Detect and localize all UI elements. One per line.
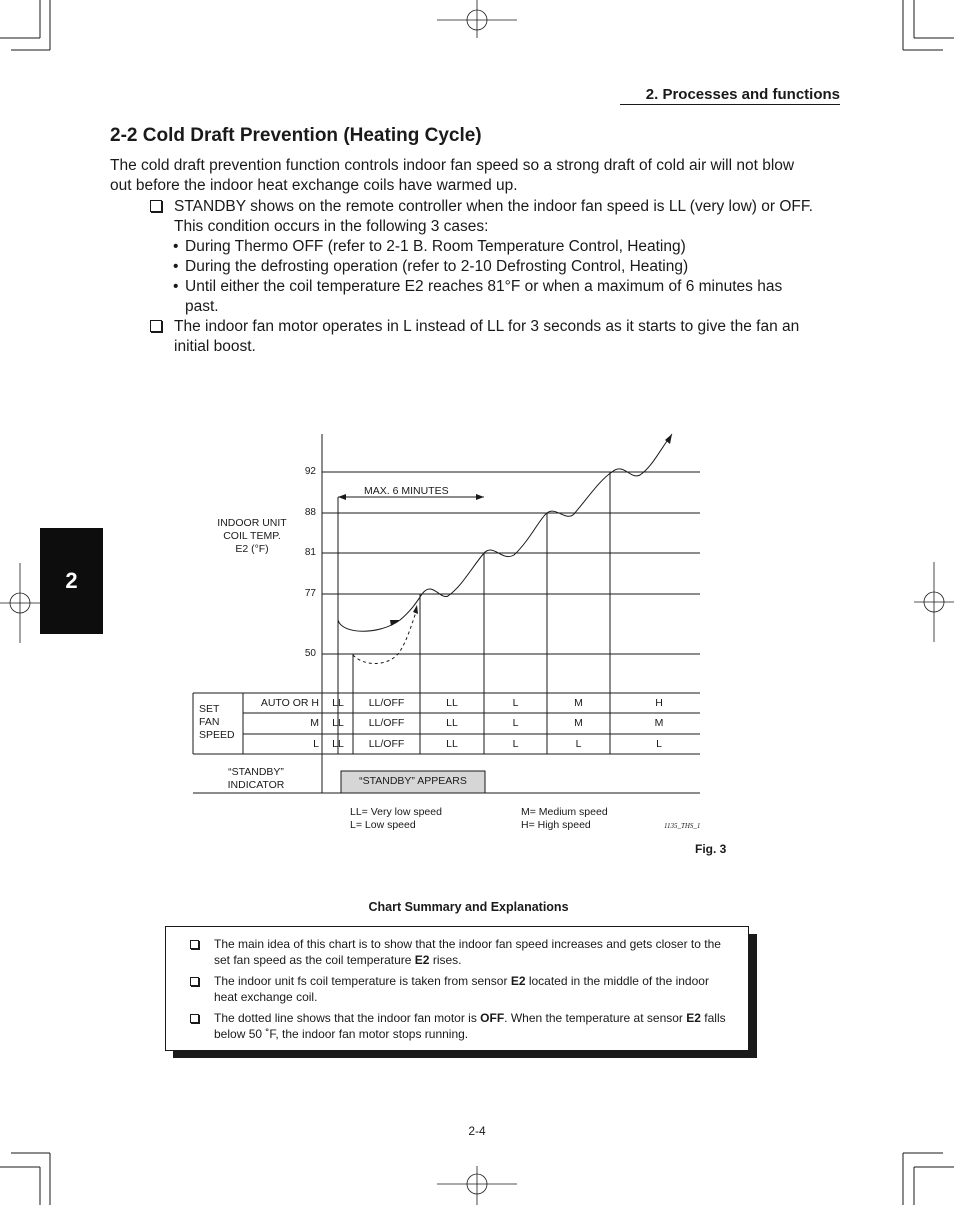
table-cell: L — [512, 717, 519, 729]
checkbox-icon — [190, 977, 199, 986]
bullet-dot-icon: • — [173, 278, 179, 295]
bullet-dot-icon: • — [173, 238, 179, 255]
y-tick: 88 — [304, 507, 316, 518]
standby-appears-label: “STANDBY” APPEARS — [359, 775, 467, 787]
curve-arrow-mid — [390, 620, 400, 626]
sub-bullet: • During Thermo OFF (refer to 2-1 B. Room Temperature Control, Heating) — [173, 238, 686, 255]
table-cell: LL/OFF — [368, 717, 405, 729]
table-cell: LL — [446, 738, 458, 750]
bullet-item: STANDBY shows on the remote controller when the indoor fan speed is LL (very low) or OFF. This condition occurs in the following 3 cases: — [174, 197, 814, 237]
checkbox-icon — [150, 200, 162, 212]
y-tick: 81 — [304, 547, 316, 558]
table-cell: LL/OFF — [368, 738, 405, 750]
legend-l: L= Low speed — [350, 819, 416, 831]
sub-bullet: • During the defrosting operation (refer to 2-10 Defrosting Control, Heating) — [173, 258, 689, 275]
max-minutes-label: MAX. 6 MINUTES — [364, 485, 449, 497]
sub-bullet: • Until either the coil temperature E2 reaches 81°F or when a maximum of 6 minutes has past. — [173, 278, 783, 315]
row-label: M — [310, 717, 319, 729]
table-cell: LL — [332, 738, 344, 750]
y-axis-label: INDOOR UNIT COIL TEMP. E2 (°F) — [217, 517, 287, 555]
legend-h: H= High speed — [521, 819, 591, 831]
table-cell: L — [575, 738, 582, 750]
set-fan-speed-label: SET FAN SPEED — [199, 703, 235, 741]
checkbox-icon — [150, 320, 162, 332]
table-cell: LL — [446, 717, 458, 729]
checkbox-icon — [190, 1014, 199, 1023]
table-cell: LL/OFF — [368, 697, 405, 709]
table-cell: L — [656, 738, 662, 750]
y-tick: 50 — [304, 648, 316, 659]
legend-m: M= Medium speed — [521, 806, 608, 818]
page-number: 2-4 — [468, 1124, 486, 1138]
bullet-dot-icon: • — [173, 258, 179, 275]
summary-item: The indoor unit fs coil temperature is taken from sensor E2 located in the middle of the indoor heat exchange coil. — [214, 973, 734, 1005]
table-cell: M — [654, 717, 664, 729]
row-label: AUTO OR H — [260, 697, 319, 709]
row-label: L — [313, 738, 319, 750]
y-tick: 77 — [304, 588, 316, 599]
summary-title: Chart Summary and Explanations — [368, 900, 569, 914]
intro-paragraph: The cold draft prevention function controls indoor fan speed so a strong draft of cold air will not blow out before the indoor heat exchange coils have warmed up. — [110, 157, 795, 194]
dotted-off-curve — [353, 612, 416, 664]
table-cell: LL — [332, 717, 344, 729]
summary-item: The dotted line shows that the indoor fan motor is OFF. When the temperature at sensor E2 falls below 50 ˚F, the indoor fan motor stops running. — [214, 1010, 734, 1042]
table-cell: L — [512, 738, 519, 750]
summary-box — [165, 926, 749, 1051]
figure-label: Fig. 3 — [695, 842, 727, 856]
table-cell: LL — [446, 697, 458, 709]
figure-code: 1135_THS_1 — [664, 822, 701, 830]
table-cell: LL — [332, 697, 344, 709]
legend-ll: LL= Very low speed — [350, 806, 442, 818]
table-cell: L — [512, 697, 519, 709]
table-cell: M — [574, 717, 583, 729]
bullet-item: The indoor fan motor operates in L instead of LL for 3 seconds as it starts to give the fan an initial boost. — [174, 317, 804, 357]
table-cell: M — [574, 697, 583, 709]
temperature-curve — [338, 434, 672, 631]
section-header: 2. Processes and functions — [620, 86, 840, 105]
y-tick: 92 — [304, 466, 316, 477]
page-title: 2-2 Cold Draft Prevention (Heating Cycle) — [110, 125, 482, 146]
summary-item: The main idea of this chart is to show that the indoor fan speed increases and gets closer to the set fan speed as the coil temperature E2 rises. — [214, 936, 734, 968]
chapter-tab: 2 — [40, 528, 103, 634]
standby-indicator-label: “STANDBY” INDICATOR — [227, 766, 285, 791]
table-cell: H — [655, 697, 663, 709]
checkbox-icon — [190, 940, 199, 949]
